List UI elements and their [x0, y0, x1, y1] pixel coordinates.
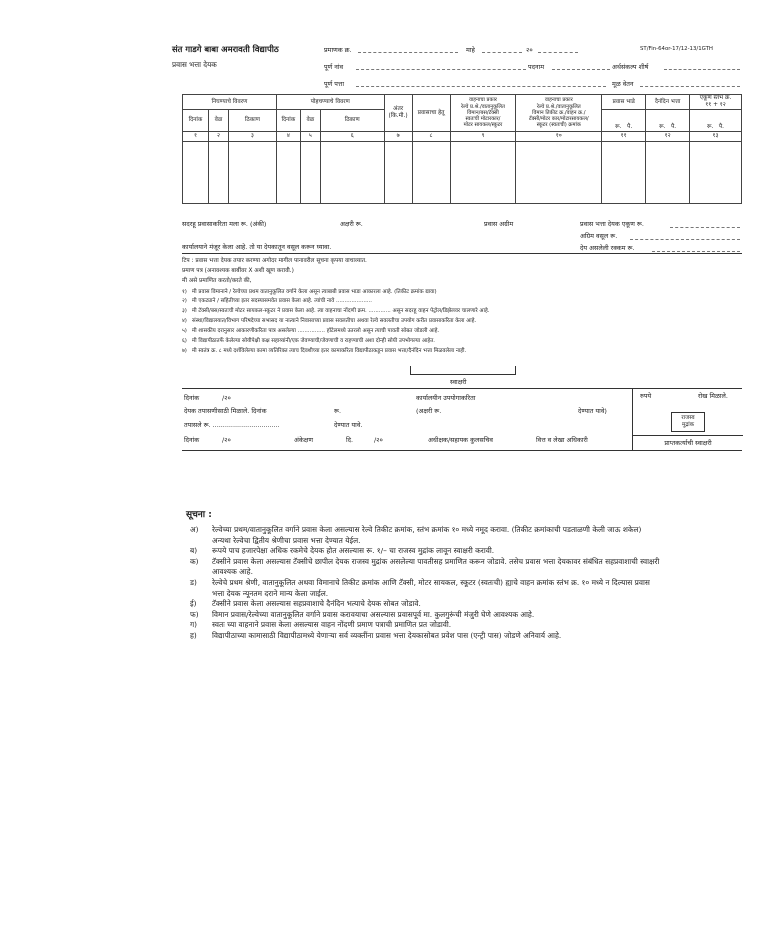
col-number: ७: [384, 132, 412, 142]
ru-pai-header: [646, 110, 690, 132]
item-text: मी टॅक्सी/बस/स्वतःची मोटर सायकल-स्कूटर ने प्रवास केला आहे. त्या वाहनाचा नोंदणी क्रम. ............. असून सदरहू वाहन पेट्रोल/डिझेलवर चालणारे आहे.: [192, 308, 490, 314]
col-number: ४: [276, 132, 300, 142]
note-text: रेल्वेच्या प्रथम/वातानुकूलित वर्गाने प्रवास केला असल्यास रेल्वे तिकीट क्रमांक, स्तंभ क्रमांक १० मध्ये नमूद करावा. (तिकीट क्रमांकाची पडताळणी केली जाऊ शकेल): [212, 525, 642, 534]
note-marker: ई): [190, 599, 197, 609]
col-number: १३: [690, 132, 742, 142]
item-number: ४): [182, 318, 187, 324]
dewat2-label: देण्यात यावे.: [334, 421, 363, 429]
declaration-item[interactable]: [182, 298, 372, 306]
vahan-kramank-line: वाहनाचा प्रकार: [544, 97, 573, 104]
office-akshari-label: (अक्षरी रू.: [416, 407, 442, 415]
note-item: [186, 557, 746, 578]
agrim-vasul-field[interactable]: [630, 239, 740, 240]
note-item: [186, 610, 746, 621]
vel-header: वेळ: [300, 110, 320, 132]
col-number: २: [208, 132, 228, 142]
purna-nav-field[interactable]: [356, 69, 526, 70]
dey-rakkam-field[interactable]: [652, 251, 740, 252]
pramanak-field[interactable]: [358, 52, 458, 53]
antar-header: [384, 95, 412, 132]
note-item: [186, 578, 746, 599]
table-cell[interactable]: [208, 142, 228, 204]
office-date-slot[interactable]: [374, 436, 383, 444]
mul-vetan-field[interactable]: [640, 86, 740, 87]
note-text: विमान प्रवास/रेल्वेच्या वातानुकूलित वर्गाने प्रवास करावयाचा असल्यास प्रवासपूर्व मा. कुलगुरूंची मंजुरी घेणे आवश्यक आहे.: [212, 609, 535, 619]
note-text: टॅक्सीने प्रवास केला असल्यास सहप्रवाशाचे दैनंदिन भत्याचे देयक सोबत जोडावे.: [212, 599, 421, 609]
note-marker: ह): [190, 630, 197, 640]
ankekshan-label: अंकेक्षण: [294, 436, 313, 444]
notes-heading: सूचना :: [186, 510, 212, 520]
antar-unit: (कि.मी.): [388, 113, 408, 119]
revenue-stamp-box[interactable]: [671, 412, 705, 432]
form-title: प्रवास भत्ता देयक: [172, 60, 217, 69]
pravas-bhade-header: प्रवास भाडे: [602, 95, 646, 110]
year-suffix: /२०: [374, 436, 383, 444]
thikan-header: ठिकाण: [320, 110, 384, 132]
antar-label: अंतर: [393, 106, 404, 112]
tapasle-label: तपासले रू. .................................: [184, 421, 280, 429]
pai-label: पै.: [627, 124, 633, 130]
praptakartyachi-label: प्राप्तकर्त्याची स्वाक्षरी: [664, 439, 712, 447]
item-text: मी विद्यापीठातर्फे केलेल्या सोयीपेक्षी कक्ष सहाय्यांनी/एक जेवण्याची/जेवणाची व राहण्याची अशा दोन्ही सोयी उपभोगल्या आहेत.: [192, 338, 435, 344]
col-number: ३: [228, 132, 276, 142]
note-marker: फ): [190, 609, 199, 619]
note-text: स्वतः च्या वाहनाने प्रवास केला असल्यास वाहन नोंदणी प्रमाण पत्राची प्रमाणित प्रत जोडावी.: [212, 620, 452, 630]
form-code: ST/Fin-64or-17/12-13/1GTH: [640, 46, 713, 52]
item-number: २): [182, 298, 187, 304]
table-cell[interactable]: [276, 142, 300, 204]
signature-box[interactable]: [410, 366, 516, 375]
item-text: मी शासकीय दरानुसार आकारणीकरिता पात्र असलेल्या ................ हॉटेलमध्ये उतरलो असून त्याची पावती सोबत जोडली आहे.: [192, 328, 440, 334]
declaration-item[interactable]: [182, 318, 476, 326]
item-text: मी एकट्याने / सहितीच्या इतर सदस्यासमवेत प्रवास केला आहे. त्यांची नावे .....................: [192, 298, 372, 304]
ru-label: रू.: [615, 124, 622, 130]
note-text: रूपये पाच हजारपेक्षा अधिक रकमेचे देयक होत असल्यास रू. १/– चा राजस्व मुद्रांक लावून स्वाक्षरी करावी.: [212, 546, 495, 556]
note-item: [186, 631, 746, 642]
swakshari-label: स्वाक्षरी: [450, 378, 467, 386]
travel-table: [182, 94, 742, 204]
vahan-prakar-header: [450, 95, 516, 132]
arthsankalp-label: अर्थसंकल्प शीर्ष: [612, 63, 649, 71]
thikan-header: ठिकाण: [228, 110, 276, 132]
declaration-item[interactable]: [182, 308, 490, 316]
office-dinank-label: दिनांक: [184, 394, 200, 402]
vel-header: वेळ: [208, 110, 228, 132]
pravas-hetu-header: प्रवासाचा हेतू: [412, 95, 450, 132]
pai-label: पै.: [670, 124, 677, 130]
col-number: ९: [450, 132, 516, 142]
year-suffix: /२०: [222, 436, 231, 444]
group-departure: निघण्याचे विवरण: [183, 95, 277, 110]
office-dinank-label: दिनांक: [184, 436, 200, 444]
recipient-signature-box[interactable]: [632, 435, 743, 451]
vahan-prakar-line: स्वतःची मोटारकार/: [465, 116, 501, 123]
ekun-header: [690, 95, 742, 110]
pramanak-label: प्रमाणक क्र.: [324, 46, 352, 54]
table-cell[interactable]: [450, 142, 516, 204]
year-field[interactable]: [538, 52, 578, 53]
note-text-continued: अन्यथा रेल्वेचा द्वितीय श्रेणीचा प्रवास भत्ता देण्यात येईल.: [212, 535, 361, 545]
divider: [182, 388, 742, 389]
divider: [182, 253, 742, 254]
declaration-item[interactable]: [182, 289, 437, 297]
item-text: संस्था/विद्यालयात/विभाग परिषदेच्या सभासद या नात्याने निवासाच्या प्रवास सवलतीचा अथवा रेल्वे सवलतीचा उपयोग करीत प्रवासाकरिता केला आहे.: [192, 318, 477, 324]
item-number: ३): [182, 308, 187, 314]
declaration-item[interactable]: [182, 338, 435, 346]
note-text: रेल्वेचे प्रथम श्रेणी, वातानुकूलित अथवा विमानाचे तिकीट क्रमांक आणि टॅक्सी, मोटर सायकल, स्कूटर (स्वतःची) ह्याचे वाहन क्रमांक स्तंभ क्र. १० मध्ये न दिल्यास प्रवास: [212, 577, 650, 587]
rajaswa-label: राजस्व: [681, 415, 695, 421]
note-text-continued: आवश्यक आहे.: [212, 567, 253, 577]
dey-rakkam-label: देय असलेली रक्कम रू.: [580, 244, 635, 252]
group-arrival: पोहचण्याचे विवरण: [276, 95, 384, 110]
dainandin-bhatta-header: दैनंदिन भत्ता: [646, 95, 690, 110]
year-label: २०: [526, 46, 533, 54]
vahan-prakar-line: रेल्वे प्र.श्रे./वातानुकूलित: [461, 103, 505, 110]
table-cell[interactable]: [384, 142, 412, 204]
karyalayin-heading: कार्यालयीन उपयोगाकरिता: [416, 394, 476, 402]
note-text-continued: भत्ता देयक न्यूनतम दराने मान्य केला जाईल.: [212, 588, 329, 598]
table-cell[interactable]: [183, 142, 209, 204]
mul-vetan-label: मूळ वेतन: [612, 80, 634, 88]
purna-nav-label: पूर्ण नांव: [324, 63, 344, 71]
office-date-slot[interactable]: [222, 436, 231, 444]
vahan-kramank-line: विमान तिकीट क्र./वाहन क्र./: [532, 109, 586, 116]
table-cell[interactable]: [602, 142, 646, 204]
note-item: [186, 525, 746, 546]
item-number: ५): [182, 328, 187, 334]
ru-pai-header: [690, 110, 742, 132]
agrim-vasul-label: अग्रिम वसूल रू.: [580, 232, 618, 240]
col-number: १: [183, 132, 209, 142]
ekun-formula: ११ + १२: [705, 102, 726, 108]
table-cell[interactable]: [646, 142, 690, 204]
vahan-prakar-line: वाहनाचा प्रकार: [469, 97, 497, 104]
col-number: ८: [412, 132, 450, 142]
arthsankalp-field[interactable]: [664, 69, 740, 70]
col-number: ५: [300, 132, 320, 142]
note-marker: ग): [190, 620, 198, 630]
item-number: ६): [182, 338, 187, 344]
vahan-kramank-line: टॅक्सी/मोटर कार/मोटारसायकल/: [528, 116, 589, 123]
table-cell[interactable]: [320, 142, 384, 204]
note-marker: क): [190, 556, 199, 566]
padnam-label: पदनाम: [528, 63, 545, 71]
university-name: संत गाडगे बाबा अमरावती विद्यापीठ: [172, 44, 279, 54]
table-cell[interactable]: [516, 142, 602, 204]
akshari-label: अक्षरी रू.: [340, 220, 363, 228]
di-label: दि.: [346, 436, 354, 444]
year-suffix: /२०: [222, 394, 231, 402]
declaration-item[interactable]: [182, 348, 466, 356]
rupaye-label: रुपये: [640, 392, 652, 400]
note-marker: अ): [190, 525, 199, 534]
tip-text: टिप : प्रवास भत्ता देयक तयार करण्या अगोदर मागील पानावरील सूचना कृपया वाचाव्यात.: [182, 258, 367, 264]
item-number: १): [182, 289, 187, 295]
table-cell[interactable]: [228, 142, 276, 204]
note-item: [186, 620, 746, 631]
pravas-agrim-label: प्रवास अग्रीम: [484, 220, 514, 228]
ru-label: रू.: [707, 124, 714, 130]
mahe-label: माहे: [466, 46, 475, 54]
table-cell[interactable]: [690, 142, 742, 204]
note-marker: ड): [190, 577, 197, 587]
item-text: मी प्रवास विमानाने / रेल्वेच्या प्रथम वातानुकूलित वर्गाने केला असून त्याबाबी प्रवास भाडा आकारला आहे. (तिकीट क्रमांक द्यावा): [192, 289, 437, 295]
ekun-label: प्रवास भत्ता देयक एकूण रू.: [580, 220, 644, 228]
pramanpatra-heading: प्रमाण पत्र (अनावश्यक बाबींवर X अशी खूण करावी.): [182, 268, 294, 274]
total-claim-label: सदरहू प्रवासाकरिता मला रू. (अंकी): [182, 220, 267, 228]
table-cell[interactable]: [412, 142, 450, 204]
vahan-kramank-line: स्कूटर (स्वतःची) क्रमांक: [536, 122, 581, 129]
table-cell[interactable]: [300, 142, 320, 204]
office-sanction-text: कार्यालयाने मंजूर केला आहे. तो या देयकातून वसूल करून घ्यावा.: [182, 243, 332, 251]
note-text: टॅक्सीने प्रवास केला असल्यास टॅक्सीचे छापील देयक राजस्व मुद्रांक असलेल्या पावतीसह प्रमाणित करून जोडावे. तसेच प्रवास भत्ता देयकावर संबंधित सहप्रवाशाची स्वाक्षरी: [212, 556, 660, 566]
note-item: [186, 599, 746, 610]
column-number-row: [183, 132, 742, 142]
col-number: १२: [646, 132, 690, 142]
adhikshak-label: अधीक्षक/सहायक कुलसचिव: [428, 436, 493, 444]
declaration-intro: मी असे प्रमाणित करतो/करते की,: [182, 278, 252, 284]
note-text: विद्यापीठाच्या कामासाठी विद्यापीठामध्ये येणाऱ्या सर्व व्यक्तींना प्रवास भत्ता देयकासोबत प्रवेश पास (एन्ट्री पास) जोडणे अनिवार्य आहे.: [212, 630, 562, 640]
ru-label: रू.: [659, 124, 666, 130]
vahan-prakar-line: विमान/बस/टॅक्सी: [467, 109, 499, 116]
item-text: मी स्वतंत्र क्र. ८ मध्ये दर्शविलेल्या कामा व्यतिरिक्त त्याच दिवशीच्या इतर कामाकरिता विद्यापीठाकडून प्रवास भत्ता/दैनंदिन भत्ता मिळवलेला नाही.: [192, 348, 467, 354]
ru-pai-header: [602, 110, 646, 132]
vahan-kramank-line: रेल्वे प्र.श्रे./वातानुकूलित: [536, 103, 581, 110]
col-number: १०: [516, 132, 602, 142]
col-number: ६: [320, 132, 384, 142]
tapasani-label: देयक तपासणीसाठी मिळाले. दिनांक: [184, 407, 267, 415]
dewat-label: देण्यात यावे): [578, 407, 607, 415]
item-number: ७): [182, 348, 187, 354]
note-marker: ब): [190, 546, 198, 556]
office-ru-label: रू.: [334, 407, 341, 415]
purna-patta-label: पूर्ण पत्ता: [324, 80, 344, 88]
note-item: [186, 546, 746, 557]
declaration-item[interactable]: [182, 328, 439, 336]
dinank-header: दिनांक: [276, 110, 300, 132]
rokh-label: रोख मिळाले.: [698, 392, 728, 400]
vitta-label: वित्त व लेखा अधिकारी: [536, 436, 588, 444]
purna-patta-field[interactable]: [356, 86, 606, 87]
vahan-kramank-header: [516, 95, 602, 132]
padnam-field[interactable]: [552, 69, 610, 70]
office-date-slot[interactable]: [222, 394, 231, 402]
vahan-prakar-line: मोटर सायकल/स्कूटर: [463, 122, 503, 129]
notes-section: [186, 510, 746, 642]
mahe-field[interactable]: [482, 52, 522, 53]
pai-label: पै.: [718, 124, 725, 130]
table-entry-row[interactable]: [183, 142, 742, 204]
dinank-header: दिनांक: [183, 110, 209, 132]
ekun-label: एकूण स्तंभ क्र.: [699, 95, 732, 101]
ekun-field[interactable]: [670, 227, 740, 228]
mudrank-label: मुद्रांक: [681, 422, 695, 428]
col-number: ११: [602, 132, 646, 142]
